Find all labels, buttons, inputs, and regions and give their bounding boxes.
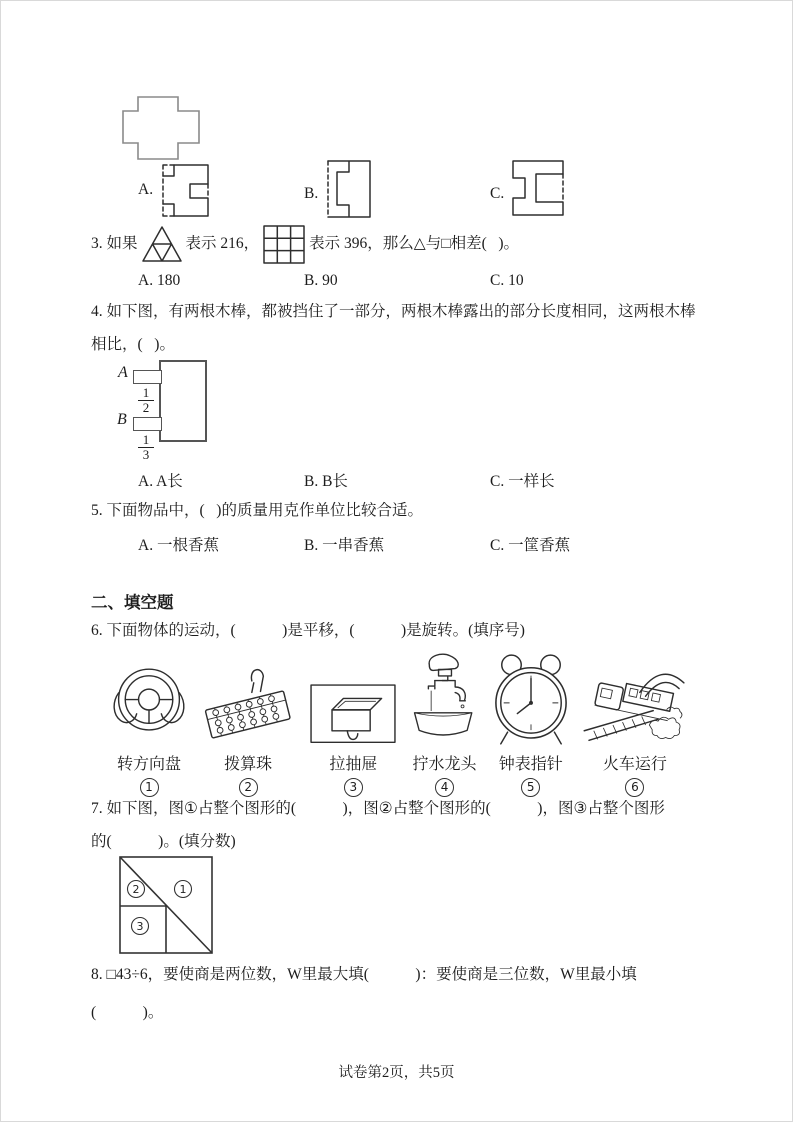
- q6-item-faucet: [409, 651, 481, 797]
- q5-option-a: A. 一根香蕉: [138, 537, 219, 554]
- covering-rectangle: [159, 360, 207, 442]
- page-footer: 试卷第2页，共5页: [338, 1065, 455, 1081]
- faucet-icon: [409, 650, 481, 748]
- q3-text-2: 表示 216，: [185, 235, 260, 253]
- q5-stem: 5. 下面物品中，( )的质量用克作单位比较合适。: [91, 502, 423, 519]
- region-3-label: 3: [136, 920, 144, 933]
- q3-stem: [91, 225, 519, 264]
- alarm-clock-icon: [492, 648, 570, 748]
- stick-b-label: B: [117, 411, 127, 428]
- stick-a: [133, 370, 162, 384]
- q6-item-label: 拧水龙头: [412, 756, 477, 773]
- q6-items-row: [111, 651, 689, 797]
- q2-option-b-label: B.: [304, 185, 319, 202]
- q6-item-number: 6: [625, 778, 644, 797]
- fraction-one-third: $\frac{1}{3}$: [138, 433, 154, 463]
- q6-stem: 6. 下面物体的运动，( )是平移，( )是旋转。(填序号): [91, 622, 525, 639]
- q6-item-number: 5: [521, 778, 540, 797]
- q6-item-label: 转方向盘: [116, 756, 181, 773]
- q2-option-c-label: C.: [490, 185, 505, 202]
- grid-figure: [263, 225, 305, 264]
- q3-text-1: 3. 如果: [91, 235, 138, 253]
- q3-option-c: C. 10: [490, 272, 524, 289]
- q4-stem-line2: 相比，( )。: [91, 336, 175, 353]
- q7-stem-line1: 7. 如下图，图①占整个图形的( )，图②占整个图形的( )，图③占整个图形: [91, 800, 665, 817]
- q6-item-number: 1: [140, 778, 159, 797]
- q5-option-b: B. 一串香蕉: [304, 537, 385, 554]
- q6-item-number: 4: [435, 778, 454, 797]
- q6-item-drawer: [309, 651, 397, 797]
- q2-option-a-label: A.: [138, 181, 154, 198]
- q7-square-figure: [119, 856, 213, 955]
- cross-shape-figure: [122, 96, 200, 160]
- train-icon: [581, 656, 689, 748]
- steering-wheel-icon: [111, 653, 187, 748]
- q6-item-clock: [492, 651, 570, 797]
- fraction-one-half: $\frac{1}{2}$: [138, 386, 154, 416]
- q3-option-b: B. 90: [304, 272, 338, 289]
- region-1-label: 1: [179, 883, 187, 896]
- region-2-label: 2: [132, 883, 140, 896]
- q2-option-c-figure: [512, 160, 564, 216]
- q2-option-a-figure: [162, 164, 209, 217]
- stick-a-label: A: [118, 364, 128, 381]
- q4-stem-line1: 4. 如下图，有两根木棒，都被挡住了一部分，两根木棒露出的部分长度相同，这两根木棒: [91, 303, 696, 320]
- q4-option-b: B. B长: [304, 473, 348, 490]
- triangle-figure: [142, 226, 182, 263]
- q7-stem-line2: 的( )。(填分数): [91, 833, 236, 850]
- q6-item-number: 3: [344, 778, 363, 797]
- q6-item-train: [581, 651, 689, 797]
- q2-option-b-figure: [327, 160, 371, 218]
- q3-text-3: 表示 396，那么△与□相差( )。: [309, 235, 520, 253]
- q6-item-label: 火车运行: [602, 756, 667, 773]
- q3-option-a: A. 180: [138, 272, 181, 289]
- q8-stem-line2: ( )。: [91, 1004, 164, 1021]
- q4-option-c: C. 一样长: [490, 473, 555, 490]
- stick-b: [133, 417, 162, 431]
- q6-item-label: 钟表指针: [498, 756, 563, 773]
- q4-option-a: A. A长: [138, 473, 183, 490]
- q6-item-abacus: [198, 651, 298, 797]
- q6-item-label: 拉抽屉: [329, 756, 378, 773]
- q6-item-number: 2: [239, 778, 258, 797]
- section-2-title: 二、填空题: [91, 594, 174, 612]
- q4-sticks-figure: [114, 356, 244, 468]
- q8-stem-line1: 8. □43÷6，要使商是两位数，W里最大填( )：要使商是三位数，W里最小填: [91, 966, 637, 983]
- abacus-icon: [198, 656, 298, 748]
- q5-option-c: C. 一筐香蕉: [490, 537, 571, 554]
- drawer-icon: [309, 666, 397, 748]
- q6-item-steering-wheel: [111, 651, 187, 797]
- q6-item-label: 拨算珠: [224, 756, 273, 773]
